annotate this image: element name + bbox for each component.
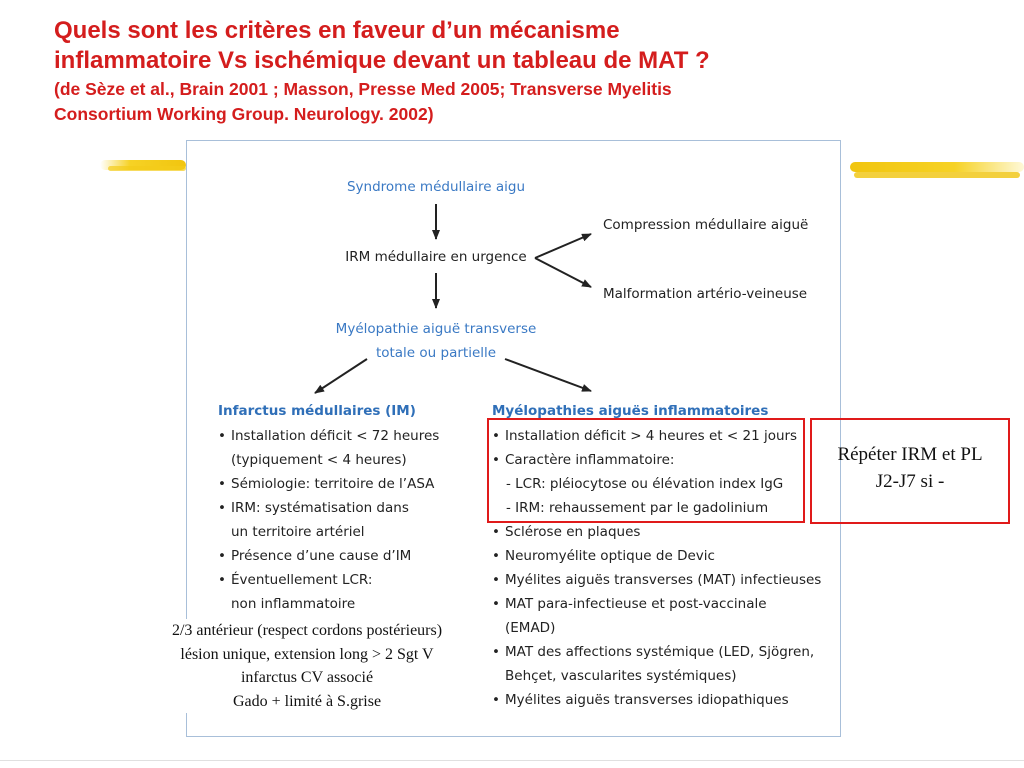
list-item: un territoire artériel bbox=[231, 524, 365, 540]
title-line-1: Quels sont les critères en faveur d’un mécanisme bbox=[54, 17, 620, 44]
list-item: • Myélites aiguës transverses idiopathiques bbox=[492, 692, 789, 708]
list-item: - LCR: pléiocytose ou élévation index IgG bbox=[506, 476, 784, 492]
arrow-irm-to-malformation bbox=[535, 258, 591, 287]
list-item: • Caractère inflammatoire: bbox=[492, 452, 675, 468]
arrow-myelopathy-to-infarct bbox=[315, 359, 367, 393]
repeat-mri-lp-note bbox=[810, 441, 1010, 495]
infarct-note-line-4: Gado + limité à S.grise bbox=[232, 692, 382, 710]
list-item: • Installation déficit < 72 heures bbox=[218, 428, 440, 444]
list-item: • Éventuellement LCR: bbox=[218, 572, 373, 588]
list-item: non inflammatoire bbox=[231, 596, 356, 612]
node-spinal-compression: Compression médullaire aiguë bbox=[603, 217, 809, 233]
list-item: • Neuromyélite optique de Devic bbox=[492, 548, 715, 564]
list-item: • Présence d’une cause d’IM bbox=[218, 548, 412, 564]
title-reference-2: Consortium Working Group. Neurology. 2002) bbox=[54, 104, 434, 124]
list-item: • Installation déficit > 4 heures et < 21 jours bbox=[492, 428, 798, 444]
node-avm: Malformation artério-veineuse bbox=[603, 286, 808, 302]
yellow-brush-stroke-right-2 bbox=[854, 172, 1020, 178]
list-item: • MAT para-infectieuse et post-vaccinale bbox=[492, 596, 767, 612]
list-item: (EMAD) bbox=[505, 620, 556, 636]
title-line-2: inflammatoire Vs ischémique devant un tableau de MAT ? bbox=[54, 47, 710, 74]
header-inflammatory-myelopathies: Myélopathies aiguës inflammatoires bbox=[492, 403, 769, 419]
list-item: - IRM: rehaussement par le gadolinium bbox=[506, 500, 769, 516]
title-reference-1: (de Sèze et al., Brain 2001 ; Masson, Presse Med 2005; Transverse Myelitis bbox=[54, 79, 672, 99]
infarct-note-line-3: infarctus CV associé bbox=[240, 669, 374, 686]
infarct-note-line-2: lésion unique, extension long > 2 Sgt V bbox=[180, 645, 434, 663]
list-item: • Sclérose en plaques bbox=[492, 524, 641, 540]
arrow-irm-to-compression bbox=[535, 234, 591, 258]
list-item: (typiquement < 4 heures) bbox=[231, 452, 407, 468]
arrow-myelopathy-to-inflammatory bbox=[505, 359, 591, 391]
yellow-brush-stroke-left-2 bbox=[108, 166, 186, 171]
yellow-brush-stroke-right bbox=[850, 162, 1024, 172]
repeat-note-line-2: J2-J7 si - bbox=[875, 471, 945, 492]
slide-title bbox=[54, 16, 1014, 126]
list-item: • Myélites aiguës transverses (MAT) infectieuses bbox=[492, 572, 822, 588]
infarct-criteria-list bbox=[218, 424, 439, 616]
header-spinal-infarcts: Infarctus médullaires (IM) bbox=[218, 403, 416, 419]
node-urgent-mri: IRM médullaire en urgence bbox=[345, 249, 527, 265]
infarct-note-line-1: 2/3 antérieur (respect cordons postérieurs) bbox=[171, 622, 443, 639]
list-item: • Sémiologie: territoire de l’ASA bbox=[218, 476, 435, 492]
repeat-note-line-1: Répéter IRM et PL bbox=[837, 444, 983, 465]
list-item: Behçet, vascularites systémiques) bbox=[505, 668, 737, 684]
list-item: • IRM: systématisation dans bbox=[218, 500, 409, 516]
bottom-divider bbox=[0, 760, 1024, 761]
node-transverse-myelopathy-line1: Myélopathie aiguë transverse bbox=[335, 321, 537, 337]
infarct-imaging-note bbox=[132, 619, 482, 713]
node-acute-spinal-syndrome: Syndrome médullaire aigu bbox=[346, 179, 526, 195]
node-transverse-myelopathy-line2: totale ou partielle bbox=[375, 345, 497, 361]
list-item: • MAT des affections systémique (LED, Sjögren, bbox=[492, 644, 815, 660]
highlight-box-inflammatory-criteria bbox=[487, 418, 805, 523]
